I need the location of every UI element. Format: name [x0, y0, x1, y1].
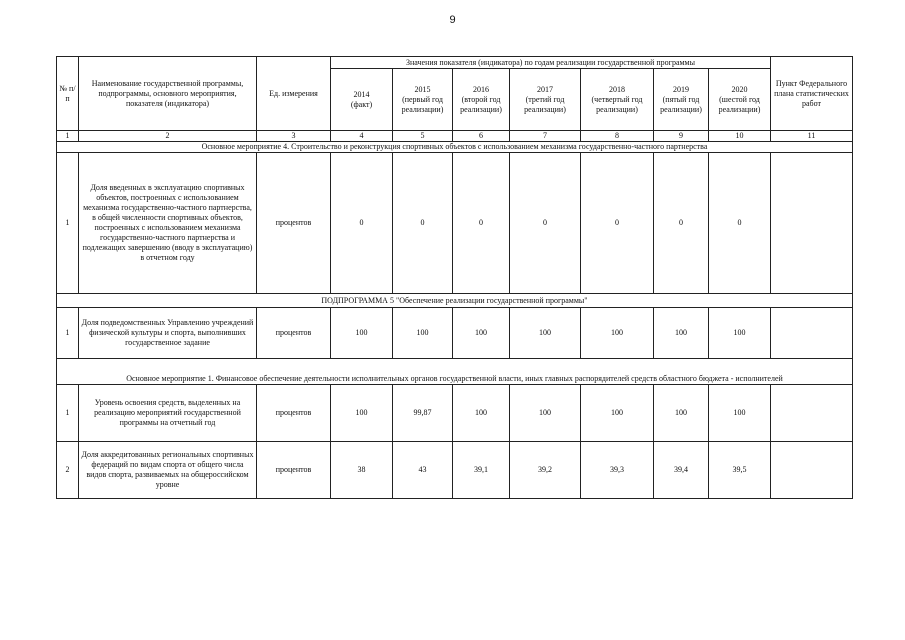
year-header [331, 69, 393, 131]
column-number: 3 [257, 131, 331, 142]
value-cell: 100 [331, 385, 393, 442]
value-cell: 38 [331, 442, 393, 499]
year-label: 2016 [473, 84, 489, 94]
value-cell: 0 [331, 153, 393, 294]
year-header [453, 69, 510, 131]
year-header [393, 69, 453, 131]
value-cell: 43 [393, 442, 453, 499]
value-cell: 39,4 [654, 442, 709, 499]
column-number: 6 [453, 131, 510, 142]
year-label: 2019 [673, 84, 689, 94]
row-number: 1 [57, 153, 79, 294]
year-header [510, 69, 581, 131]
value-cell: 39,1 [453, 442, 510, 499]
year-label: 2015 [414, 84, 431, 94]
year-label: 2014 [353, 89, 370, 99]
column-number: 8 [581, 131, 654, 142]
section-heading: ПОДПРОГРАММА 5 "Обеспечение реализации государственной программы" [57, 294, 853, 308]
year-label: 2017 [537, 84, 553, 94]
section-heading: Основное мероприятие 4. Строительство и реконструкция спортивных объектов с использованием механизма государственно-частного партнерства [57, 142, 853, 153]
column-number: 7 [510, 131, 581, 142]
indicator-name: Уровень освоения средств, выделенных на реализацию мероприятий государственной программы на отчетный год [79, 385, 257, 442]
value-cell: 0 [654, 153, 709, 294]
year-header [654, 69, 709, 131]
section-heading: Основное мероприятие 1. Финансовое обеспечение деятельности исполнительных органов государственной власти, иных главных распорядителей средств областного бюджета - исполнителей [57, 359, 853, 385]
year-note: (пятый год реализации) [660, 94, 702, 114]
indicator-name: Доля введенных в эксплуатацию спортивных объектов, построенных с использованием механизма государственно-частного партнерства, в общей численности спортивных объектов, построенных с использованием механизма государственно-частного партнерства и подлежащих завершению (вводу в эксплуатацию) в отчетном году [79, 153, 257, 294]
year-note: (первый год реализации) [401, 94, 444, 114]
column-number: 10 [709, 131, 771, 142]
column-number: 11 [771, 131, 853, 142]
row-number: 2 [57, 442, 79, 499]
column-number-row [57, 131, 853, 142]
unit-cell: процентов [257, 308, 331, 359]
value-cell: 39,3 [581, 442, 654, 499]
col-federal-header: Пункт Федерального плана статистических работ [771, 57, 853, 131]
year-note: (третий год реализации) [524, 94, 566, 114]
year-label: 2020 [731, 84, 748, 94]
value-cell: 100 [654, 308, 709, 359]
value-cell: 100 [453, 385, 510, 442]
value-cell: 100 [709, 385, 771, 442]
year-note: (шестой год реализации) [718, 94, 761, 114]
value-cell: 100 [581, 308, 654, 359]
unit-cell: процентов [257, 153, 331, 294]
federal-plan-cell [771, 308, 853, 359]
table-row [57, 308, 853, 359]
federal-plan-cell [771, 442, 853, 499]
value-cell: 39,2 [510, 442, 581, 499]
indicator-name: Доля подведомственных Управлению учреждений физической культуры и спорта, выполнивших государственное задание [79, 308, 257, 359]
value-cell: 100 [393, 308, 453, 359]
value-cell: 100 [581, 385, 654, 442]
federal-plan-cell [771, 153, 853, 294]
federal-plan-cell [771, 385, 853, 442]
unit-cell: процентов [257, 442, 331, 499]
value-cell: 100 [453, 308, 510, 359]
col-unit-header: Ед. измерения [257, 57, 331, 131]
value-cell: 0 [709, 153, 771, 294]
column-number: 5 [393, 131, 453, 142]
value-cell: 39,5 [709, 442, 771, 499]
row-number: 1 [57, 308, 79, 359]
value-cell: 100 [510, 308, 581, 359]
year-note: (факт) [350, 99, 373, 109]
year-note: (второй год реализации) [460, 94, 502, 114]
value-cell: 100 [331, 308, 393, 359]
value-cell: 100 [709, 308, 771, 359]
value-cell: 100 [510, 385, 581, 442]
year-label: 2018 [609, 84, 625, 94]
value-cell: 100 [654, 385, 709, 442]
col-name-header: Наименование государственной программы, подпрограммы, основного мероприятия, показателя (индикатора) [79, 57, 257, 131]
column-number: 2 [79, 131, 257, 142]
table-row [57, 442, 853, 499]
column-number: 4 [331, 131, 393, 142]
column-number: 9 [654, 131, 709, 142]
year-header [709, 69, 771, 131]
row-number: 1 [57, 385, 79, 442]
table-row [57, 153, 853, 294]
indicator-name: Доля аккредитованных региональных спортивных федераций по видам спорта от общего числа видов спорта, развиваемых на общероссийском уровне [79, 442, 257, 499]
value-cell: 0 [510, 153, 581, 294]
table-row [57, 385, 853, 442]
value-cell: 0 [581, 153, 654, 294]
page-number: 9 [449, 14, 456, 26]
values-group-header: Значения показателя (индикатора) по годам реализации государственной программы [331, 57, 771, 69]
value-cell: 0 [393, 153, 453, 294]
indicators-table [56, 56, 853, 499]
unit-cell: процентов [257, 385, 331, 442]
col-num-header: № п/п [57, 57, 79, 131]
column-number: 1 [57, 131, 79, 142]
year-header [581, 69, 654, 131]
value-cell: 0 [453, 153, 510, 294]
year-note: (четвертый год реализации) [591, 94, 643, 114]
value-cell: 99,87 [393, 385, 453, 442]
